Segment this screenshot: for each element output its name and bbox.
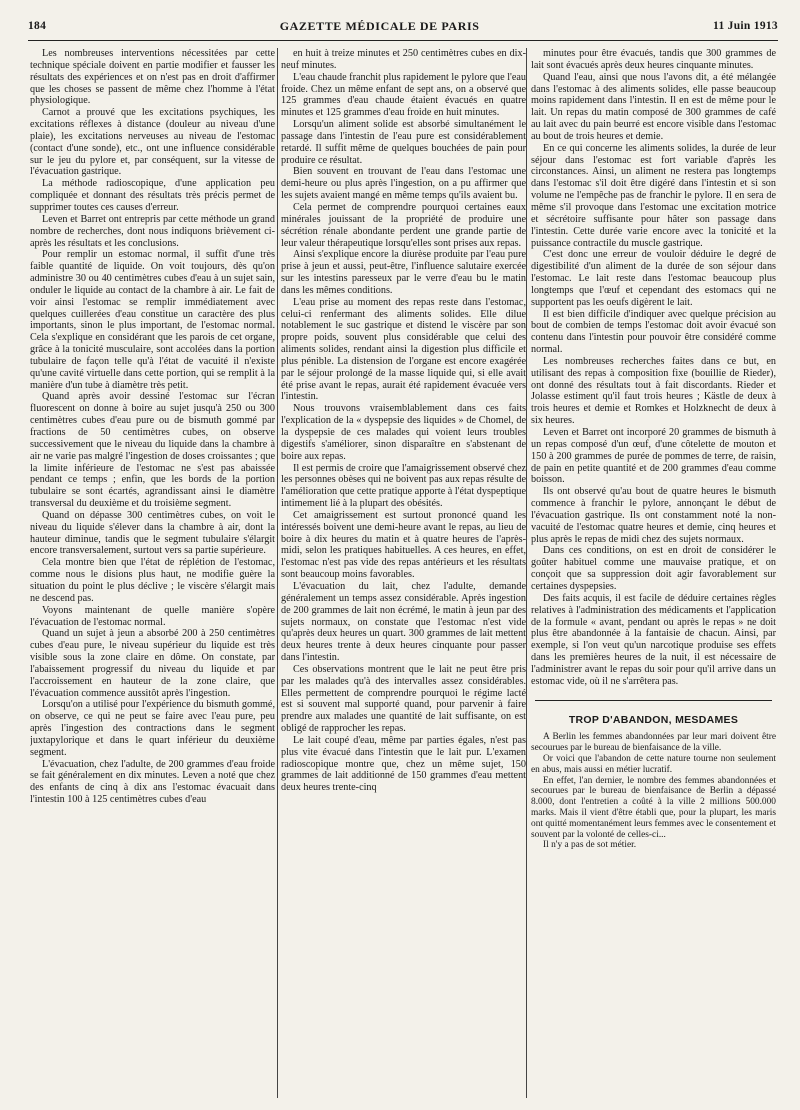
text-column-2 (281, 48, 526, 1100)
paragraph: Quand l'eau, ainsi que nous l'avons dit, a été mélangée dans l'estomac à des aliments solides, elle passe beaucoup moins rapidement dans l'intestin. Il en est de même pour le lait. Un repas du matin composé de 300 grammes de café au lait avec du pain beurré est encore visible dans l'estomac au bout de trois heures et demie. (531, 71, 776, 142)
paragraph: Quand un sujet à jeun a absorbé 200 à 250 centimètres cubes d'eau pure, le niveau supérieur du liquide est très visible sous la zone claire en dôme. On constate, par l'abaissement progressif du niveau du liquide et par l'accroissement en hauteur de la zone claire, que l'évacuation commence aussitôt après l'ingestion. (30, 628, 275, 699)
paragraph: L'eau prise au moment des repas reste dans l'estomac, celui-ci renfermant des aliments solides. Elle dilue notablement le suc gastrique et distend le viscère par son propre poids, souvent plus considérable que celui des aliments solides, rendant ainsi la digestion plus difficile et plus pénible. La distension de l'organe est encore exagérée par le séjour prolongé de la masse liquide qui, si elle avait été prise avant le repas, aurait été rapidement évacuée vers l'intestin. (281, 296, 526, 403)
paragraph: Ces observations montrent que le lait ne peut être pris par les malades qu'à des intervalles assez considérables. Elles permettent de comprendre pourquoi le régime lacté est si souvent mal supporté quand, pour parvenir à faire prendre aux malades une quantité de lait suffisante, on est obligé de rapprocher les repas. (281, 663, 526, 735)
text-column-3 (531, 48, 776, 1100)
paragraph: Cela montre bien que l'état de réplétion de l'estomac, comme nous le disions plus haut, ne modifie guère la situation du point le plus déclive ; le viscère s'élargit mais ne descend pas. (30, 557, 275, 604)
paragraph: Quand après avoir dessiné l'estomac sur l'écran fluorescent on donne à boire au sujet jusqu'à 250 ou 300 centimètres cubes d'eau pure ou de bismuth gommé par fractions de 50 centimètres cubes, on observe successivement que le niveau du liquide dans la chambre à air ne varie pas malgré l'ingestion de doses croissantes ; que la limite inférieure de l'estomac ne s'est pas abaissée pendant ce temps ; enfin, que les bords de la portion tubulaire se sont écartés, agrandissant ainsi le diamètre transversal du deuxième et du troisième segment. (30, 391, 275, 510)
paragraph: minutes pour être évacués, tandis que 300 grammes de lait sont évacués après deux heures cinquante minutes. (531, 48, 776, 71)
paragraph: Les nombreuses interventions nécessitées par cette technique spéciale doivent en partie modifier et fausser les résultats des expériences et on n'est pas en droit d'affirmer que les choses se passent de même chez l'homme à l'état physiologique. (30, 48, 275, 107)
paragraph: Carnot a prouvé que les excitations psychiques, les excitations réflexes à distance (douleur au niveau d'une plaie), les excitations nerveuses au niveau de l'estomac (contact d'une sonde), etc., ont une influence considérable sur le jeu du pylore et, par conséquent, sur la vitesse de l'évacuation gastrique. (30, 107, 275, 178)
paragraph: Cela permet de comprendre pourquoi certaines eaux minérales jouissant de la propriété de produire une sécrétion rénale abondante perdent une grande partie de leur valeur thérapeutique lorsqu'elles sont prises aux repas. (281, 201, 526, 249)
notice-paragraph: Or voici que l'abandon de cette nature tourne non seulement en abus, mais aussi en métier lucratif. (531, 754, 776, 775)
paragraph: C'est donc une erreur de vouloir déduire le degré de digestibilité d'un aliment de la durée de son séjour dans l'estomac. Le lait reste dans l'estomac beaucoup plus longtemps que l'œuf et cependant des estomacs qui ne supportent pas les oeufs digèrent le lait. (531, 249, 776, 308)
paragraph: L'évacuation, chez l'adulte, de 200 grammes d'eau froide se fait généralement en dix minutes. Leven a noté que chez des enfants de cinq à dix ans l'estomac évacuait dans l'intestin 100 à 125 centimètres cubes d'eau (30, 758, 275, 806)
paragraph: Nous trouvons vraisemblablement dans ces faits l'explication de la « dyspepsie des liquides » de Chomel, de la dyspepsie de ces malades qui voient leurs troubles digestifs s'améliorer, sinon disparaître en s'abstenant de boire aux repas. (281, 403, 526, 462)
paragraph: Le lait coupé d'eau, même par parties égales, n'est pas plus vite évacué dans l'intestin que le lait pur. L'examen radioscopique montre que, chez un même sujet, 150 grammes de lait additionné de 150 grammes d'eau mettent deux heures trente-cinq (281, 734, 526, 794)
notice-title: TROP D'ABANDON, MESDAMES (568, 713, 739, 726)
paragraph: Voyons maintenant de quelle manière s'opère l'évacuation de l'estomac normal. (30, 604, 275, 628)
paragraph: Cet amaigrissement est surtout prononcé quand les intéressés boivent une demi-heure avant le repas, au lieu de boire à dix heures du matin et à quatre heures de l'après-midi, selon les pratiques habituelles. A ces heures, en effet, l'estomac n'est pas vide des repas antérieurs et les résultats sont beaucoup moins favorables. (281, 509, 526, 581)
column-divider (277, 48, 278, 1098)
column-divider (526, 48, 527, 1098)
journal-title: GAZETTE MÉDICALE DE PARIS (279, 18, 480, 33)
paragraph: Dans ces conditions, on est en droit de considérer le goûter habituel comme une mauvaise pratique, et on conçoit que sa suppression doit agir favorablement sur certaines dyspepsies. (531, 545, 776, 592)
paragraph: Lorsqu'on a utilisé pour l'expérience du bismuth gommé, on observe, ce qui ne peut se faire avec l'eau pure, peu après l'ingestion des contractions dans le segment juxtapylorique et dans le quart inférieur du deuxième segment. (30, 699, 275, 758)
paragraph: L'eau chaude franchit plus rapidement le pylore que l'eau froide. Chez un même enfant de sept ans, on a observé que 125 grammes d'eau chaude étaient évacués en quatre minutes et 125 grammes d'eau froide en huit minutes. (281, 71, 526, 119)
issue-date: 11 Juin 1913 (713, 20, 778, 32)
header-rule (28, 40, 778, 41)
paragraph: en huit à treize minutes et 250 centimètres cubes en dix-neuf minutes. (281, 48, 526, 71)
paragraph: Il est permis de croire que l'amaigrissement observé chez les personnes obèses qui ne boivent pas aux repas résulte de l'amélioration que cette pratique apporte à l'état dyspeptique intimement lié à la plupart des obésités. (281, 462, 526, 510)
notice-paragraph: En effet, l'an dernier, le nombre des femmes abandonnées et secourues par le bureau de bienfaisance de Berlin a dépassé 8.000, dont l'entretien a coûté à la ville 2 millions 500.000 marks. Mais il vient d'être établi que, pour la plupart, les maris ont quitté momentanément leurs femmes avec le consentement et souvent par la volonté de celles-ci... (531, 775, 776, 840)
paragraph: Quand on dépasse 300 centimètres cubes, on voit le niveau du liquide s'élever dans la chambre à air, dont la hauteur diminue, tandis que le segment tubulaire s'élargit encore transversalement, surtout vers sa partie supérieure. (30, 509, 275, 557)
paragraph: Leven et Barret ont incorporé 20 grammes de bismuth à un repas composé d'un œuf, d'une côtelette de mouton et 150 à 200 grammes de purée de pommes de terre, de raisin, de pain en petite quantité et de 200 grammes d'eau comme boisson. (531, 427, 776, 486)
paragraph: Les nombreuses recherches faites dans ce but, en utilisant des repas à composition fixe (bouillie de Rieder), ont donné des résultats tout à fait discordants. Rieder et Jolasse estiment qu'il faut trois heures ; Kästle de deux à trois heures et demie et Romkes et Holzknecht de deux à six heures. (531, 355, 776, 427)
notice-paragraph: A Berlin les femmes abandonnées par leur mari doivent être secourues par le bureau de bienfaisance de la ville. (531, 732, 776, 754)
paragraph: Ainsi s'explique encore la diurèse produite par l'eau pure prise à jeun et aussi, peut-être, l'influence salutaire exercée sur les intestins paresseux par le verre d'eau bu le matin dans les mêmes conditions. (281, 249, 526, 296)
paragraph: Lorsqu'un aliment solide est absorbé simultanément le passage dans l'intestin de l'eau pure est considérablement retardé. Il suffit même de quelques bouchées de pain pour produire ce résultat. (281, 119, 526, 166)
paragraph: Bien souvent en trouvant de l'eau dans l'estomac une demi-heure ou plus après l'ingestion, on a pu affirmer que les sujets avaient mangé en même temps qu'ils avaient bu. (281, 166, 526, 202)
page-header (28, 14, 778, 38)
notice-box (531, 715, 776, 852)
paragraph: Pour remplir un estomac normal, il suffit d'une très faible quantité de liquide. On voit toujours, dès qu'on administre 30 ou 40 centimètres cubes d'eau à un sujet sain, onduler le liquide au contact de la chambre à air. Le fait de voir ainsi l'estomac se remplir immédiatement avec quelques cuillerées d'eau constitue un caractère des plus importants, sinon le plus important, de l'estomac normal. Cela s'explique en considérant que les parois de cet organe, grâce à la tonicité musculaire, sont accolées dans la portion tubulaire de façon telle qu'à l'état de vacuité il n'existe qu'une cavité virtuelle dans cette portion, qui se remplit à la manière d'un tube à diamètre très petit. (30, 249, 275, 391)
paragraph: Leven et Barret ont entrepris par cette méthode un grand nombre de recherches, dont nous indiquons brièvement ci-après les résultats et les conclusions. (30, 213, 275, 249)
paragraph: Il est bien difficile d'indiquer avec quelque précision au bout de combien de temps l'estomac doit avoir évacué son contenu dans l'intestin pour pouvoir être considéré comme normal. (531, 308, 776, 356)
paragraph: En ce qui concerne les aliments solides, la durée de leur séjour dans l'estomac est fort variable d'après les circonstances. Ainsi, un aliment ne restera pas longtemps dans l'estomac s'il doit être digéré dans l'intestin et si son volume ne l'empêche pas de franchir le pylore. Il en sera de même s'il provoque dans l'estomac une excitation motrice et sécrétoire suffisante pour hâter son passage dans l'intestin. Cette durée varie encore avec la tonicité et la puissance contractile du muscle gastrique. (531, 142, 776, 249)
notice-paragraph: Il n'y a pas de sot métier. (543, 840, 637, 851)
paragraph: La méthode radioscopique, d'une application peu compliquée et donnant des résultats très précis permet de supprimer toutes ces causes d'erreur. (30, 178, 275, 213)
page-number: 184 (28, 20, 47, 32)
section-rule (535, 700, 772, 701)
paragraph: Des faits acquis, il est facile de déduire certaines règles relatives à l'administration des médicaments et l'application de la formule « avant, pendant ou après le repas » ne doit plus être abandonnée à la fantaisie de chacun. Ainsi, par exemple, si l'on veut qu'un narcotique produise ses effets dans les premières heures de la nuit, il est nécessaire de l'administrer avant le repas du soir pour qu'il arrive dans un estomac vide, où il ne s'arrêtera pas. (531, 592, 776, 687)
text-column-1 (30, 48, 275, 1100)
paragraph: Ils ont observé qu'au bout de quatre heures le bismuth commence à franchir le pylore, annonçant le début de l'évacuation gastrique. Ils ont constamment noté la non-vacuité de l'estomac quatre heures et demie, cinq heures et plus après le repas de midi chez des sujets normaux. (531, 486, 776, 545)
paragraph: L'évacuation du lait, chez l'adulte, demande généralement un temps assez considérable. Après ingestion de 200 grammes de lait non écrémé, le matin à jeun par des sujets normaux, on constate que l'estomac n'est vide qu'après deux heures un quart. 300 grammes de lait mettent deux heures trente à deux heures cinquante pour passer dans l'intestin. (281, 580, 526, 664)
